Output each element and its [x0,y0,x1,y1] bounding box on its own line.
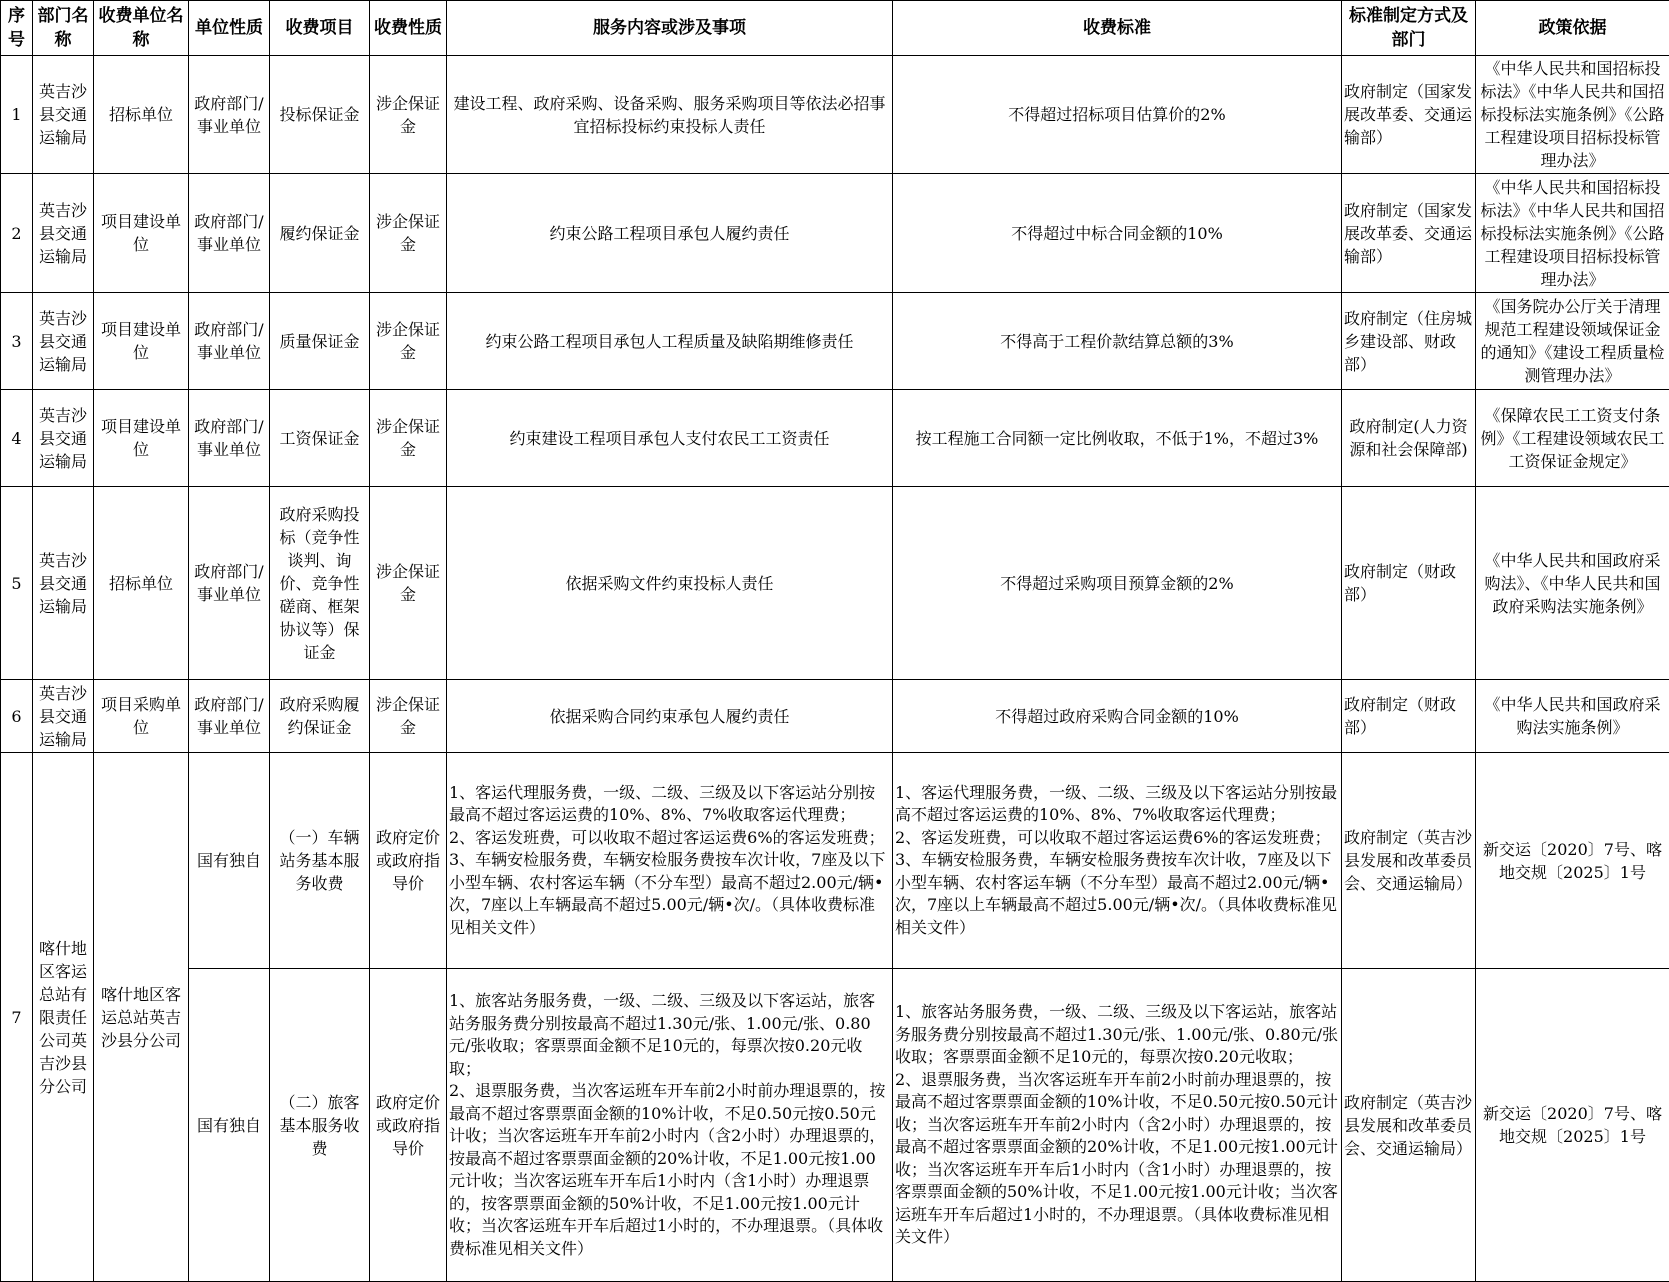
header-item: 收费项目 [270,1,370,56]
header-fee-type: 收费性质 [370,1,447,56]
header-nature: 单位性质 [189,1,270,56]
cell-unit: 项目采购单位 [94,680,189,753]
cell-nature: 政府部门/事业单位 [189,390,270,487]
cell-item: （一）车辆站务基本服务收费 [270,753,370,969]
cell-seq: 1 [1,56,33,174]
table-row [1,487,1669,680]
table-row [1,56,1669,174]
cell-standard: 不得超过政府采购合同金额的10% [893,680,1342,753]
cell-service: 依据采购文件约束投标人责任 [447,487,893,680]
table-row [1,174,1669,293]
table-row [1,293,1669,390]
cell-method: 政府制定（国家发展改革委、交通运输部） [1342,56,1476,174]
cell-basis: 《保障农民工工资支付条例》《工程建设领域农民工工资保证金规定》 [1476,390,1669,487]
cell-dept: 喀什地区客运总站有限责任公司英吉沙县分公司 [33,753,94,1282]
cell-dept: 英吉沙县交通运输局 [33,390,94,487]
cell-item: 政府采购履约保证金 [270,680,370,753]
cell-unit: 招标单位 [94,487,189,680]
cell-item: 质量保证金 [270,293,370,390]
cell-method: 政府制定（国家发展改革委、交通运输部） [1342,174,1476,293]
header-unit: 收费单位名称 [94,1,189,56]
cell-basis: 《国务院办公厅关于清理规范工程建设领域保证金的通知》《建设工程质量检测管理办法》 [1476,293,1669,390]
cell-seq: 3 [1,293,33,390]
cell-service: 1、旅客站务服务费，一级、二级、三级及以下客运站，旅客站务服务费分别按最高不超过1.30元/张、1.00元/张、0.80元/张收取；客票票面金额不足10元的，每票次按0.20元收取； 2、退票服务费，当次客运班车开车前2小时前办理退票的，按最高不超过客票票面金额的10%计收，不足0.50元按0.50元计收；当次客运班车开车前2小时内（含2小时）办理退票的，按最高不超过客票票面金额的20%计收，不足1.00元按1.00元计收；当次客运班车开车后1小时内（含1小时）办理退票的，按客票票面金额的50%计收，不足1.00元按1.00元计收；当次客运班车开车后超过1小时的，不办理退票。（具体收费标准见相关文件） [447,969,893,1282]
cell-fee-type: 涉企保证金 [370,390,447,487]
cell-standard: 1、旅客站务服务费，一级、二级、三级及以下客运站，旅客站务服务费分别按最高不超过1.30元/张、1.00元/张、0.80元/张收取；客票票面金额不足10元的，每票次按0.20元收取； 2、退票服务费，当次客运班车开车前2小时前办理退票的，按最高不超过客票票面金额的10%计收，不足0.50元按0.50元计收；当次客运班车开车前2小时内（含2小时）办理退票的，按最高不超过客票票面金额的20%计收，不足1.00元按1.00元计收；当次客运班车开车后1小时内（含1小时）办理退票的，按客票票面金额的50%计收，不足1.00元按1.00元计收；当次客运班车开车后超过1小时的，不办理退票。（具体收费标准见相关文件） [893,969,1342,1282]
cell-service: 约束公路工程项目承包人履约责任 [447,174,893,293]
table-row [1,753,1669,969]
cell-nature: 政府部门/事业单位 [189,680,270,753]
cell-basis: 新交运〔2020〕7号、喀地交规〔2025〕1号 [1476,753,1669,969]
cell-seq: 4 [1,390,33,487]
cell-nature: 国有独自 [189,969,270,1282]
cell-seq: 6 [1,680,33,753]
cell-service: 1、客运代理服务费，一级、二级、三级及以下客运站分别按最高不超过客运运费的10%、8%、7%收取客运代理费； 2、客运发班费，可以收取不超过客运运费6%的客运发班费； 3、车辆安检服务费，车辆安检服务费按车次计收，7座及以下小型车辆、农村客运车辆（不分车型）最高不超过2.00元/辆•次，7座以上车辆最高不超过5.00元/辆•次/。（具体收费标准见相关文件） [447,753,893,969]
cell-fee-type: 政府定价或政府指导价 [370,753,447,969]
cell-nature: 政府部门/事业单位 [189,174,270,293]
cell-method: 政府制定（财政部） [1342,680,1476,753]
cell-basis: 《中华人民共和国政府采购法》、《中华人民共和国政府采购法实施条例》 [1476,487,1669,680]
cell-dept: 英吉沙县交通运输局 [33,680,94,753]
cell-standard: 不得超过采购项目预算金额的2% [893,487,1342,680]
cell-unit: 项目建设单位 [94,293,189,390]
cell-method: 政府制定(人力资源和社会保障部) [1342,390,1476,487]
cell-standard: 按工程施工合同额一定比例收取，不低于1%，不超过3% [893,390,1342,487]
cell-unit: 招标单位 [94,56,189,174]
cell-seq: 7 [1,753,33,1282]
cell-service: 依据采购合同约束承包人履约责任 [447,680,893,753]
cell-method: 政府制定（英吉沙县发展和改革委员会、交通运输局） [1342,753,1476,969]
cell-dept: 英吉沙县交通运输局 [33,174,94,293]
cell-item: （二）旅客基本服务收费 [270,969,370,1282]
cell-item: 政府采购投标（竞争性谈判、询价、竞争性磋商、框架协议等）保证金 [270,487,370,680]
cell-unit: 项目建设单位 [94,174,189,293]
header-method: 标准制定方式及 部门 [1342,1,1476,56]
table-row [1,680,1669,753]
cell-item: 工资保证金 [270,390,370,487]
cell-standard: 不得高于工程价款结算总额的3% [893,293,1342,390]
cell-fee-type: 涉企保证金 [370,174,447,293]
cell-fee-type: 涉企保证金 [370,487,447,680]
cell-item: 履约保证金 [270,174,370,293]
cell-standard: 1、客运代理服务费，一级、二级、三级及以下客运站分别按最高不超过客运运费的10%、8%、7%收取客运代理费； 2、客运发班费，可以收取不超过客运运费6%的客运发班费； 3、车辆安检服务费，车辆安检服务费按车次计收，7座及以下小型车辆、农村客运车辆（不分车型）最高不超过2.00元/辆•次，7座以上车辆最高不超过5.00元/辆•次/。（具体收费标准见相关文件） [893,753,1342,969]
header-dept: 部门名称 [33,1,94,56]
cell-unit: 喀什地区客运总站英吉沙县分公司 [94,753,189,1282]
cell-basis: 《中华人民共和国招标投标法》《中华人民共和国招标投标法实施条例》《公路工程建设项目招标投标管理办法》 [1476,174,1669,293]
header-row [1,1,1669,56]
cell-service: 约束建设工程项目承包人支付农民工工资责任 [447,390,893,487]
header-seq: 序号 [1,1,33,56]
cell-unit: 项目建设单位 [94,390,189,487]
cell-method: 政府制定（财政部） [1342,487,1476,680]
cell-dept: 英吉沙县交通运输局 [33,293,94,390]
cell-item: 投标保证金 [270,56,370,174]
table-row [1,969,1669,1282]
cell-method: 政府制定（住房城乡建设部、财政部） [1342,293,1476,390]
cell-nature: 国有独自 [189,753,270,969]
cell-nature: 政府部门/事业单位 [189,56,270,174]
header-basis: 政策依据 [1476,1,1669,56]
cell-method: 政府制定（英吉沙县发展和改革委员会、交通运输局） [1342,969,1476,1282]
cell-fee-type: 涉企保证金 [370,293,447,390]
cell-standard: 不得超过招标项目估算价的2% [893,56,1342,174]
cell-basis: 《中华人民共和国招标投标法》《中华人民共和国招标投标法实施条例》《公路工程建设项目招标投标管理办法》 [1476,56,1669,174]
cell-basis: 新交运〔2020〕7号、喀地交规〔2025〕1号 [1476,969,1669,1282]
header-service: 服务内容或涉及事项 [447,1,893,56]
cell-nature: 政府部门/事业单位 [189,293,270,390]
cell-fee-type: 涉企保证金 [370,680,447,753]
cell-service: 建设工程、政府采购、设备采购、服务采购项目等依法必招事宜招标投标约束投标人责任 [447,56,893,174]
cell-nature: 政府部门/事业单位 [189,487,270,680]
cell-seq: 2 [1,174,33,293]
cell-service: 约束公路工程项目承包人工程质量及缺陷期维修责任 [447,293,893,390]
cell-fee-type: 涉企保证金 [370,56,447,174]
cell-fee-type: 政府定价或政府指导价 [370,969,447,1282]
cell-seq: 5 [1,487,33,680]
header-standard: 收费标准 [893,1,1342,56]
cell-dept: 英吉沙县交通运输局 [33,56,94,174]
cell-dept: 英吉沙县交通运输局 [33,487,94,680]
table-row [1,390,1669,487]
cell-basis: 《中华人民共和国政府采购法实施条例》 [1476,680,1669,753]
cell-standard: 不得超过中标合同金额的10% [893,174,1342,293]
